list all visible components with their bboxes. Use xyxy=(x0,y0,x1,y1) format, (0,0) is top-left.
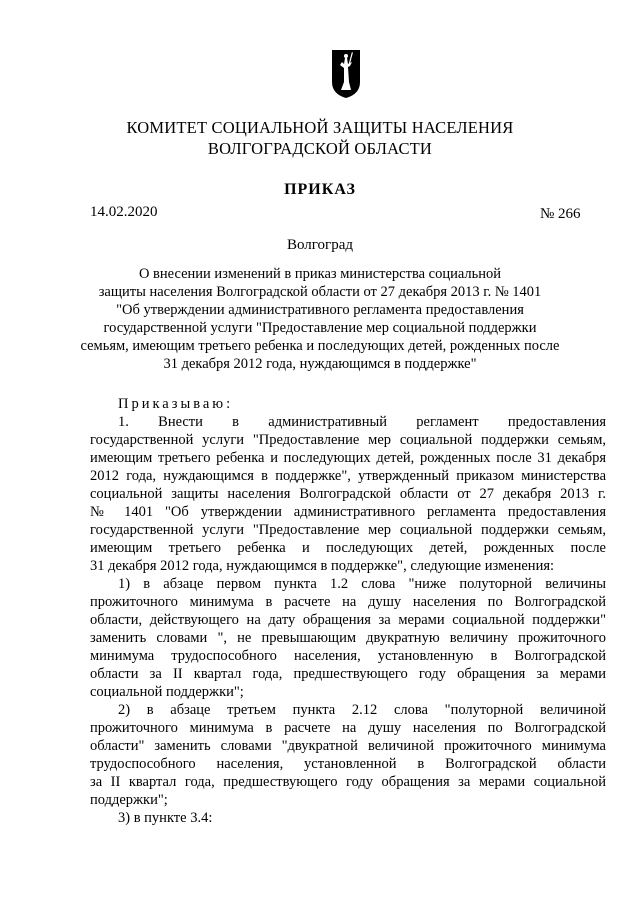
paragraph-line: государственной услуги "Предоставление мер социальной поддержки семьям, xyxy=(90,522,606,538)
paragraph-line: поддержки"; xyxy=(90,792,168,808)
paragraph-line: 31 декабря 2012 года, нуждающимся в поддержке", следующие изменения: xyxy=(90,558,555,574)
paragraph-line: социальной поддержки"; xyxy=(90,684,244,700)
subject-line: защиты населения Волгоградской области от 27 декабря 2013 г. № 1401 xyxy=(98,284,542,300)
paragraph-line: 2) в абзаце третьем пункта 2.12 слова "полуторной величиной xyxy=(118,702,606,718)
document-type: ПРИКАЗ xyxy=(284,181,356,198)
paragraph-line: прожиточного минимума в расчете на душу населения по Волгоградской xyxy=(90,594,606,610)
subject-line: семьям, имеющим третьего ребенка и последующих детей, рожденных после xyxy=(80,338,560,354)
coat-of-arms-icon xyxy=(330,48,362,100)
document-date: 14.02.2020 xyxy=(90,204,158,220)
paragraph-line: за II квартал года, предшествующего году обращения за мерами социальной xyxy=(90,774,606,790)
paragraph-line: области" заменить словами "двукратной величиной прожиточного минимума xyxy=(90,738,606,754)
subject-line: "Об утверждении административного регламента предоставления xyxy=(116,302,524,318)
paragraph-line: области за II квартал года, предшествующего году обращения за мерами xyxy=(90,666,606,682)
paragraph-line: 1. Внести в административный регламент предоставления xyxy=(118,414,606,430)
order-word: Приказываю: xyxy=(118,396,234,412)
paragraph-line: 3) в пункте 3.4: xyxy=(118,810,213,826)
paragraph-line: государственной услуги "Предоставление мер социальной поддержки семьям, xyxy=(90,432,606,448)
subject-line: 31 декабря 2012 года, нуждающимся в поддержке" xyxy=(163,356,477,372)
organization-name-line2: ВОЛГОГРАДСКОЙ ОБЛАСТИ xyxy=(207,139,433,158)
paragraph-line: 2012 года, нуждающимся в поддержке", утвержденный приказом министерства xyxy=(90,468,606,484)
paragraph-line: прожиточного минимума в расчете на душу населения по Волгоградской xyxy=(90,720,606,736)
subject-line: государственной услуги "Предоставление мер социальной поддержки xyxy=(103,320,537,336)
organization-name-line1: КОМИТЕТ СОЦИАЛЬНОЙ ЗАЩИТЫ НАСЕЛЕНИЯ xyxy=(126,118,514,137)
paragraph-line: имеющим третьего ребенка и последующих детей, рожденных после xyxy=(90,540,606,556)
paragraph-line: трудоспособного населения, установленной в Волгоградской области xyxy=(90,756,606,772)
paragraph-line: 1) в абзаце первом пункта 1.2 слова "ниже полуторной величины xyxy=(118,576,606,592)
paragraph-line: социальной защиты населения Волгоградской области от 27 декабря 2013 г. xyxy=(90,486,606,502)
paragraph-line: заменить словами ", не превышающим двукратную величину прожиточного xyxy=(90,630,606,646)
paragraph-line: № 1401 "Об утверждении административного регламента предоставления xyxy=(90,504,606,520)
paragraph-line: области, действующего на дату обращения за мерами социальной поддержки" xyxy=(90,612,606,628)
subject-line: О внесении изменений в приказ министерства социальной xyxy=(138,266,502,282)
paragraph-line: минимума трудоспособного населения, установленную в Волгоградской xyxy=(90,648,606,664)
paragraph-line: имеющим третьего ребенка и последующих детей, рожденных после 31 декабря xyxy=(90,450,606,466)
document-number: № 266 xyxy=(540,206,581,222)
document-city: Волгоград xyxy=(286,237,353,253)
